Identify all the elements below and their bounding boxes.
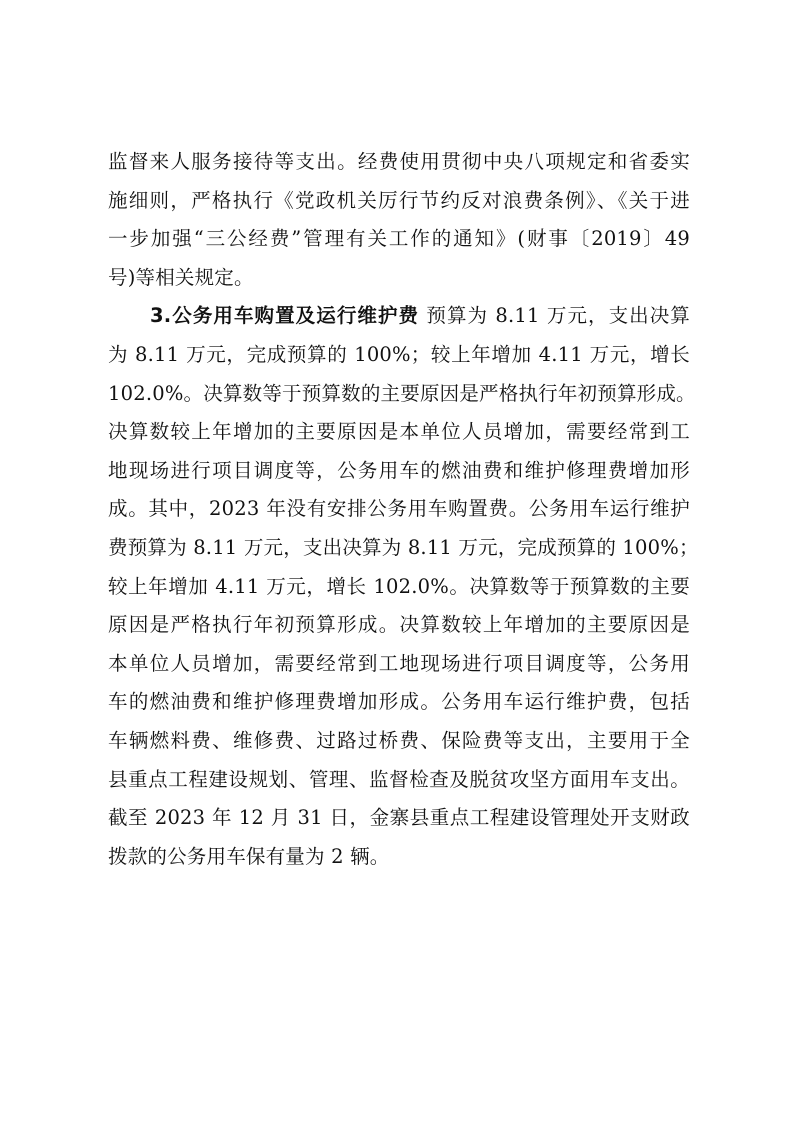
paragraph-2-first-line xyxy=(108,297,690,336)
paragraph-2-line: 地现场进行项目调度等，公务用车的燃油费和维护修理费增加形 xyxy=(108,458,690,482)
paragraph-2-line: 较上年增加 4.11 万元，增长 102.0%。决算数等于预算数的主要 xyxy=(108,574,690,598)
section-heading: 3.公务用车购置及运行维护费 xyxy=(150,304,420,328)
paragraph-2-line: 拨款的公务用车保有量为 2 辆。 xyxy=(108,844,390,868)
paragraph-2-line: 为 8.11 万元，完成预算的 100%；较上年增加 4.11 万元，增长 xyxy=(108,342,690,366)
paragraph-2 xyxy=(108,297,699,876)
paragraph-1-line: 施细则，严格执行《党政机关厉行节约反对浪费条例》、《关于进 xyxy=(108,188,690,212)
paragraph-2-first-line-text: 预算为 8.11 万元，支出决算 xyxy=(426,304,691,328)
paragraph-1-line: 一步加强“三公经费”管理有关工作的通知》(财事〔2019〕49 xyxy=(108,227,690,251)
document-body xyxy=(108,143,699,876)
paragraph-2-line: 县重点工程建设规划、管理、监督检查及脱贫攻坚方面用车支出。 xyxy=(108,767,690,791)
paragraph-2-line: 费预算为 8.11 万元，支出决算为 8.11 万元，完成预算的 100%； xyxy=(108,535,699,559)
paragraph-2-line: 成。其中，2023 年没有安排公务用车购置费。公务用车运行维护 xyxy=(108,497,690,521)
paragraph-2-line: 本单位人员增加，需要经常到工地现场进行项目调度等，公务用 xyxy=(108,651,690,675)
paragraph-2-line: 102.0%。决算数等于预算数的主要原因是严格执行年初预算形成。 xyxy=(108,381,696,405)
paragraph-2-line: 截至 2023 年 12 月 31 日，金寨县重点工程建设管理处开支财政 xyxy=(108,806,690,830)
paragraph-2-line: 车辆燃料费、维修费、过路过桥费、保险费等支出，主要用于全 xyxy=(108,728,690,752)
paragraph-2-line: 决算数较上年增加的主要原因是本单位人员增加，需要经常到工 xyxy=(108,420,690,444)
paragraph-2-line: 原因是严格执行年初预算形成。决算数较上年增加的主要原因是 xyxy=(108,613,690,637)
paragraph-1-line: 号)等相关规定。 xyxy=(108,265,254,289)
paragraph-1-line: 监督来人服务接待等支出。经费使用贯彻中央八项规定和省委实 xyxy=(108,150,690,173)
paragraph-2-line: 车的燃油费和维护修理费增加形成。公务用车运行维护费，包括 xyxy=(108,690,690,714)
paragraph-1 xyxy=(108,143,690,297)
